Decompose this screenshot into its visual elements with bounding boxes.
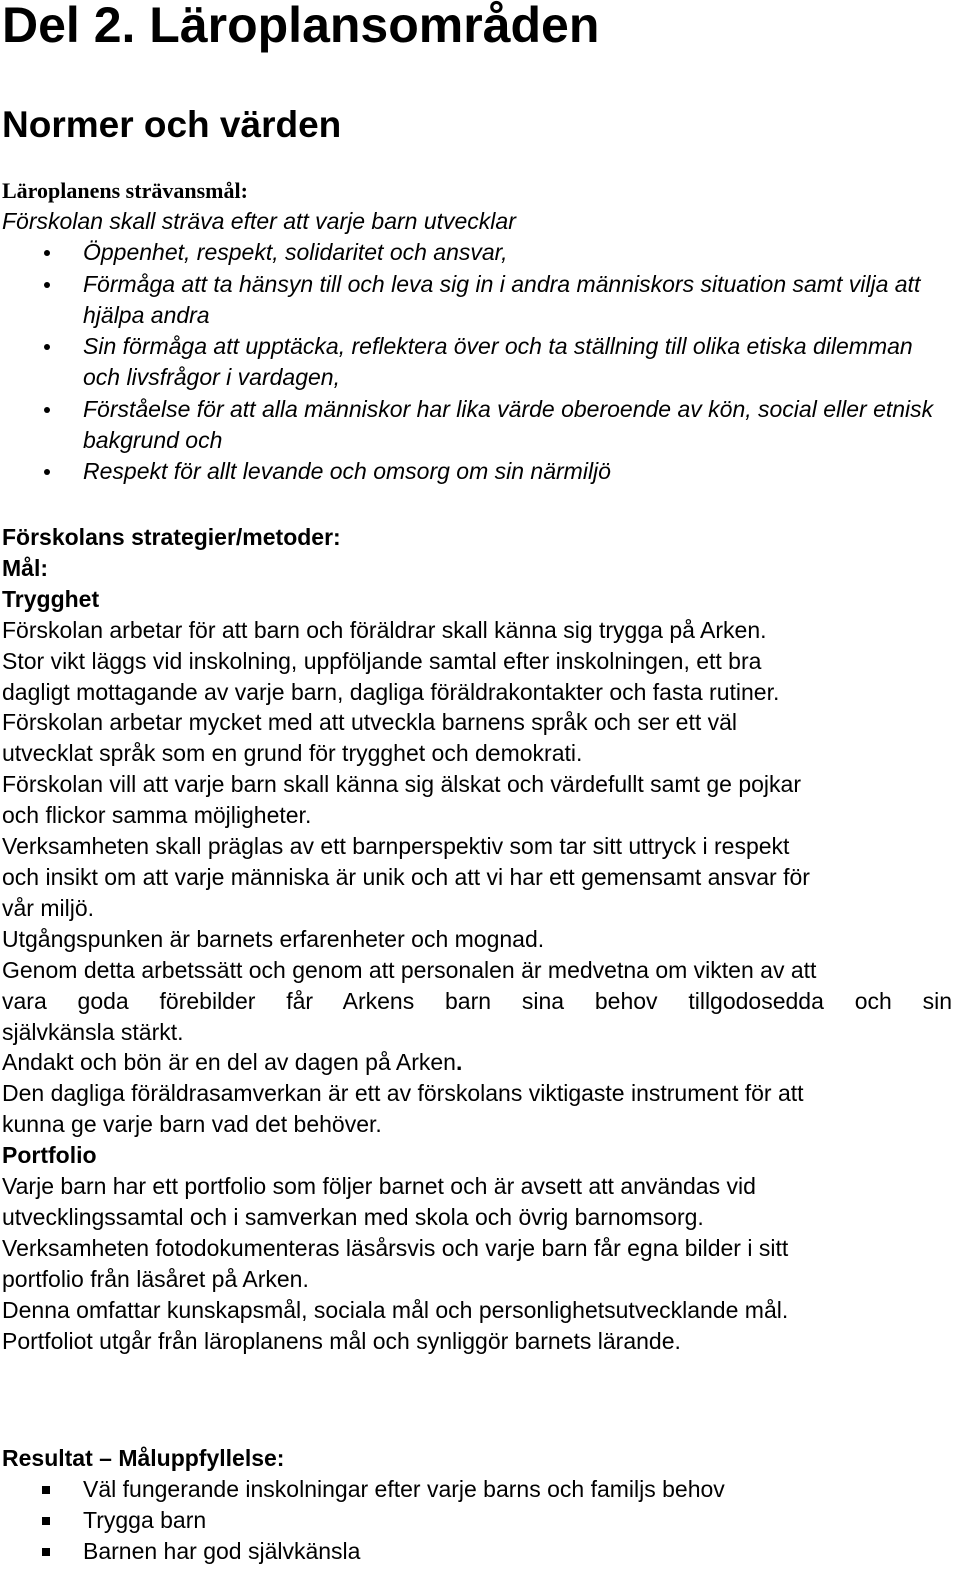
text-line: och flickor samma möjligheter. (2, 802, 312, 829)
goals-list (2, 237, 948, 487)
text-line: dagligt mottagande av varje barn, dagliga föräldrakontakter och fasta rutiner. (2, 678, 780, 705)
text-line: självkänsla stärkt. (2, 1018, 184, 1045)
text-line: Portfoliot utgår från läroplanens mål och synliggör barnets lärande. (2, 1327, 681, 1354)
goal-item (2, 394, 948, 457)
text-line: Utgångspunken är barnets erfarenheter och mognad. (2, 925, 545, 952)
text-line: och insikt om att varje människa är unik och att vi har ett gemensamt ansvar för (2, 863, 810, 890)
goals-block (2, 206, 948, 488)
result-item (2, 1536, 952, 1567)
goal-item-text: Förståelse för att alla människor har lika värde oberoende av kön, social eller etnisk bakgrund och (83, 395, 934, 454)
result-item-text: Väl fungerande inskolningar efter varje barns och familjs behov (83, 1476, 725, 1502)
goals-heading: Läroplanens strävansmål: (2, 178, 248, 203)
text-line: Förskolan vill att varje barn skall känna sig älskat och värdefullt samt ge pojkar (2, 771, 801, 798)
result-item-text: Barnen har god självkänsla (83, 1538, 361, 1564)
goal-item (2, 456, 948, 487)
strategies-heading: Förskolans strategier/metoder: (2, 524, 341, 550)
text-line: Verksamheten fotodokumenteras läsårsvis och varje barn får egna bilder i sitt (2, 1234, 789, 1261)
results-heading: Resultat – Måluppfyllelse: (2, 1445, 285, 1471)
text-line: portfolio från läsåret på Arken. (2, 1265, 309, 1292)
section-title: Normer och värden (2, 104, 342, 145)
goal-item-text: Respekt för allt levande och omsorg om sin närmiljö (83, 458, 611, 485)
goals-intro: Förskolan skall sträva efter att varje barn utvecklar (2, 208, 516, 234)
result-item (2, 1505, 952, 1536)
results-list (2, 1474, 952, 1567)
strategies-section (2, 522, 952, 1356)
text-line: Den dagliga föräldrasamverkan är ett av förskolans viktigaste instrument för att (2, 1080, 804, 1107)
goal-label: Mål: (2, 554, 48, 581)
result-item (2, 1474, 952, 1505)
document-title: Del 2. Läroplansområden (2, 0, 600, 53)
result-item-text: Trygga barn (83, 1507, 207, 1533)
text-line: utvecklingssamtal och i samverkan med skola och övrig barnomsorg. (2, 1203, 704, 1230)
goal-item (2, 237, 948, 268)
goal-item-text: Sin förmåga att upptäcka, reflektera över och ta ställning till olika etiska dilemman och livsfrågor i vardagen, (83, 333, 913, 391)
text-line: kunna ge varje barn vad det behöver. (2, 1111, 382, 1138)
text-line: Förskolan arbetar för att barn och föräldrar skall känna sig trygga på Arken. (2, 616, 767, 643)
bullet-icon (44, 469, 50, 475)
andakt-text: Andakt och bön är en del av dagen på Arken (2, 1049, 456, 1076)
trygghet-heading: Trygghet (2, 585, 100, 612)
square-bullet-icon (42, 1486, 50, 1494)
text-line: vår miljö. (2, 894, 95, 921)
portfolio-heading: Portfolio (2, 1142, 97, 1169)
bullet-icon (44, 250, 50, 256)
text-line: Verksamheten skall präglas av ett barnperspektiv som tar sitt uttryck i respekt (2, 833, 790, 860)
square-bullet-icon (42, 1548, 50, 1556)
goal-item (2, 269, 948, 332)
text-line: utvecklat språk som en grund för trygghet och demokrati. (2, 740, 583, 767)
bullet-icon (44, 407, 50, 413)
bullet-icon (44, 282, 50, 288)
text-line: Stor vikt läggs vid inskolning, uppföljande samtal efter inskolningen, ett bra (2, 647, 762, 674)
bullet-icon (44, 344, 50, 350)
goal-item (2, 331, 948, 394)
text-line: Förskolan arbetar mycket med att utveckla barnens språk och ser ett väl (2, 709, 738, 736)
andakt-period: . (455, 1049, 463, 1076)
text-line: Genom detta arbetssätt och genom att personalen är medvetna om vikten av att (2, 956, 817, 983)
text-line: vara goda förebilder får Arkens barn sina behov tillgodosedda och sin (2, 987, 952, 1014)
andakt-line (2, 1047, 952, 1078)
square-bullet-icon (42, 1517, 50, 1525)
goal-item-text: Förmåga att ta hänsyn till och leva sig in i andra människors situation samt vilja att hjälpa andra (83, 270, 921, 328)
text-line: Varje barn har ett portfolio som följer barnet och är avsett att användas vid (2, 1173, 756, 1200)
text-line: Denna omfattar kunskapsmål, sociala mål och personlighetsutvecklande mål. (2, 1296, 789, 1323)
goal-item-text: Öppenhet, respekt, solidaritet och ansvar, (83, 239, 508, 266)
results-section (2, 1443, 952, 1567)
